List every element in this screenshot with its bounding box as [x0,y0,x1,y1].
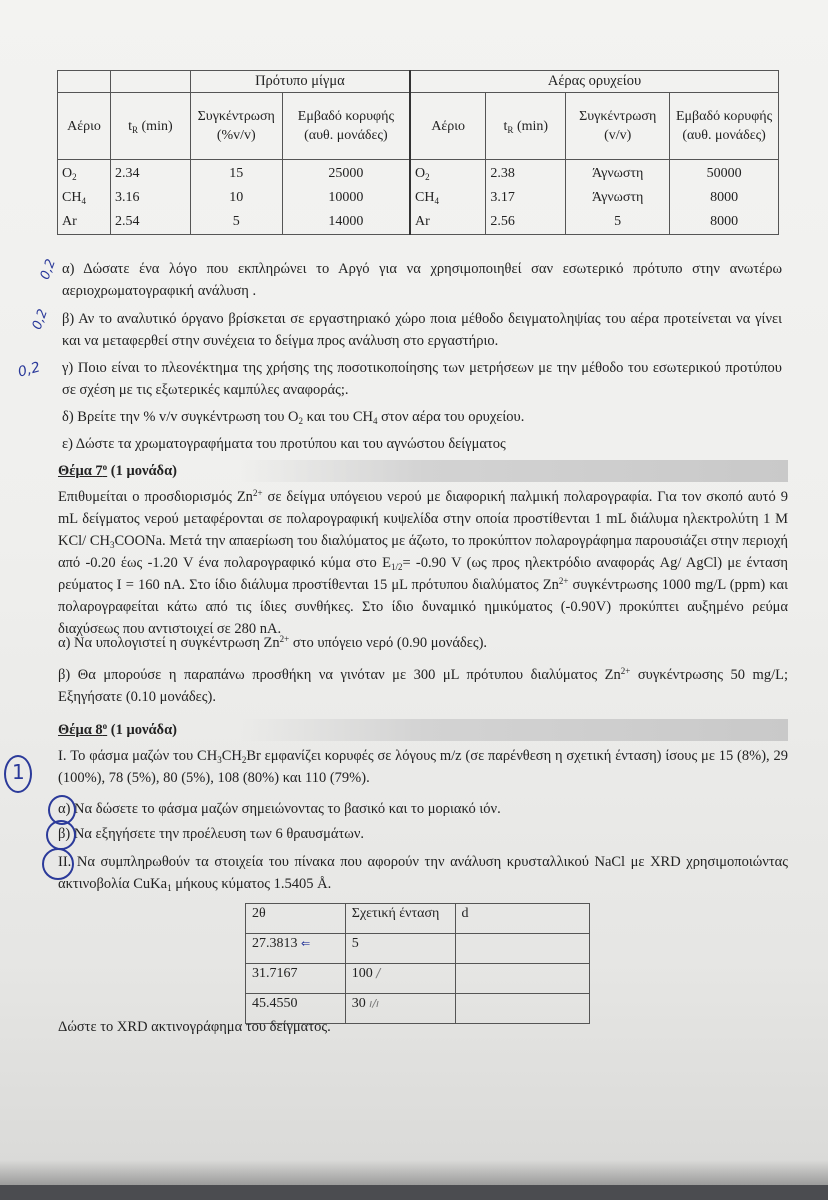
intensity-header: Σχετική ένταση [345,904,455,934]
topic-8-part-2: II. Να συμπληρωθούν τα στοιχεία του πίνακα που αφορούν την ανάλυση κρυσταλλικού NaCl με XRD χρησιμοποιώντας ακτινοβολία CuKa$_1$ μήκους κύματος 1.5405 Å. [58,854,788,893]
handwritten-arrow: ⇐ [301,937,311,950]
handwritten-number-one: 1 [12,760,25,784]
table-row: $O_2$ 2.34 15 25000 $O_2$ 2.38 Άγνωστη 50000 [58,160,779,187]
d-spacing-header: d [455,904,589,934]
gc-results-table [57,70,779,235]
question-7b: β) Θα μπορούσε η παραπάνω προσθήκη να γινόταν με 300 μL πρότυπου διαλύματος $Zn^{2+}$ συγκέντρωσης 50 mg/L; Εξηγήσατε (0.10 μονάδες). [58,666,788,705]
gas-col-header: Αέριο [58,93,111,160]
question-6b: β) Αν το αναλυτικό όργανο βρίσκεται σε εργαστηριακό χώρο ποια μέθοδο δειγματοληψίας του αέρα προτείνεται να γίνει και να μεταφερθεί στην συνέχεια το δείγμα προς ανάλυση στο εργαστήριο. [62,311,782,349]
question-6e: ε) Δώστε τα χρωματογραφήματα του προτύπου και του αγνώστου δείγματος [62,436,506,452]
pencil-tick-1: / [376,966,381,980]
two-theta-header: 2θ [246,904,346,934]
xrd-table [245,903,590,1024]
concentration-col-header-air: Συγκέντρωση (v/v) [566,93,670,160]
concentration-col-header: Συγκέντρωση (%v/v) [190,93,282,160]
question-6c: γ) Ποιο είναι το πλεονέκτημα της χρήσης της ποσοτικοποίησης των μετρήσεων με την μέθοδο του εσωτερικού προτύπου σε σχέση με τις εξωτερικές καμπύλες αναφοράς;. [62,360,782,398]
question-6a: α) Δώσατε ένα λόγο που εκπληρώνει το Αργό για να χρησιμοποιηθεί σαν εσωτερικό πρότυπο στην ανωτέρω αεριοχρωματογραφική ανάλυση . [62,261,782,299]
question-6d: δ) Βρείτε την % v/v συγκέντρωση του $O_2$ και του $CH_4$ στον αέρα του ορυχείου. [62,409,525,426]
gas-col-header-air: Αέριο [410,93,486,160]
table-row: 27.3813 ⇐ 5 [246,934,590,964]
standard-mix-header: Πρότυπο μίγμα [190,71,410,93]
handwritten-circle-b [46,820,76,850]
table-row: 45.4550 30 ı/ı [246,994,590,1024]
tr-col-header: $t_R$ (min) [110,93,190,160]
peak-area-col-header-air: Εμβαδό κορυφής (αυθ. μονάδες) [670,93,779,160]
table-row: 31.7167 100 / [246,964,590,994]
question-8a: α) Να δώσετε το φάσμα μαζών σημειώνοντας το βασικό και το μοριακό ιόν. [58,801,501,817]
topic-8-heading: Θέμα $8^o$ (1 μονάδα) [58,719,788,741]
pencil-tick-2: ı/ı [369,997,380,1010]
xrd-final-question: Δώστε το XRD ακτινογράφημα του δείγματος. [58,1019,331,1035]
question-8b: β) Να εξηγήσετε την προέλευση των 6 θραυσμάτων. [58,826,365,842]
topic-7-body: Επιθυμείται ο προσδιορισμός $Zn^{2+}$ σε δείγμα υπόγειου νερού με διαφορική παλμική πολαρογραφία. Για τον σκοπό αυτό 9 mL δείγματος νερού μεταφέρονται σε πολαρογραφική κυψελίδα στην οποία προστίθενται 1 mL διάλυμα ηλεκτρολύτη 1 M KCl/ $CH_3COONa$. Μετά την απαερίωση του διαλύματος με άζωτο, το προκύπτον πολαρογράφημα παρουσιάζει στην περιοχή από -0.20 έως -1.20 V ένα πολαρογραφικό κύμα στο $E_{1/2}= -0.90$ V (ως προς ηλεκτρόδιο αναφοράς Ag/ AgCl) με ένταση ρεύματος I = 160 nA. Στο ίδιο διάλυμα προστίθενται 15 μL πρότυπου διαλύματος $Zn^{2+}$ συγκέντρωσης 1000 mg/L (ppm) και πολαρογραφείται κάτω από τις ίδιες συνθήκες. Στο ίδιο δυναμικό ημικύματος (-0.90V) προκύπτει αυξημένο ρεύμα διαχύσεως που αντιστοιχεί σε 280 nA. [58,488,789,637]
question-7a: α) Να υπολογιστεί η συγκέντρωση $Zn^{2+}$ στο υπόγειο νερό (0.90 μονάδες). [58,634,488,651]
peak-area-col-header: Εμβαδό κορυφής (αυθ. μονάδες) [282,93,410,160]
mine-air-header: Αέρας ορυχείου [410,71,779,93]
handwritten-mark-1: 0,2 [37,257,59,282]
handwritten-mark-2: 0,2 [29,307,51,332]
topic-7-heading: Θέμα $7^o$ (1 μονάδα) [58,460,788,482]
table-row: $CH_4$ 3.16 10 10000 $CH_4$ 3.17 Άγνωστη 8000 [58,186,779,210]
tr-col-header-air: $t_R$ (min) [486,93,566,160]
topic-8-part-1: I. Το φάσμα μαζών του $CH_3CH_2Br$ εμφανίζει κορυφές σε λόγους m/z (σε παρένθεση η σχετική ένταση) ίσους με 15 (8%), 29 (100%), 78 (5%), 80 (5%), 108 (80%) και 110 (79%). [58,748,788,786]
table-row: Ar 2.54 5 14000 Ar 2.56 5 8000 [58,210,779,235]
handwritten-circle-ii [42,848,74,880]
handwritten-mark-3: 0,2 [16,359,42,381]
desk-edge [0,1185,828,1200]
xrd-header-row [246,904,590,934]
